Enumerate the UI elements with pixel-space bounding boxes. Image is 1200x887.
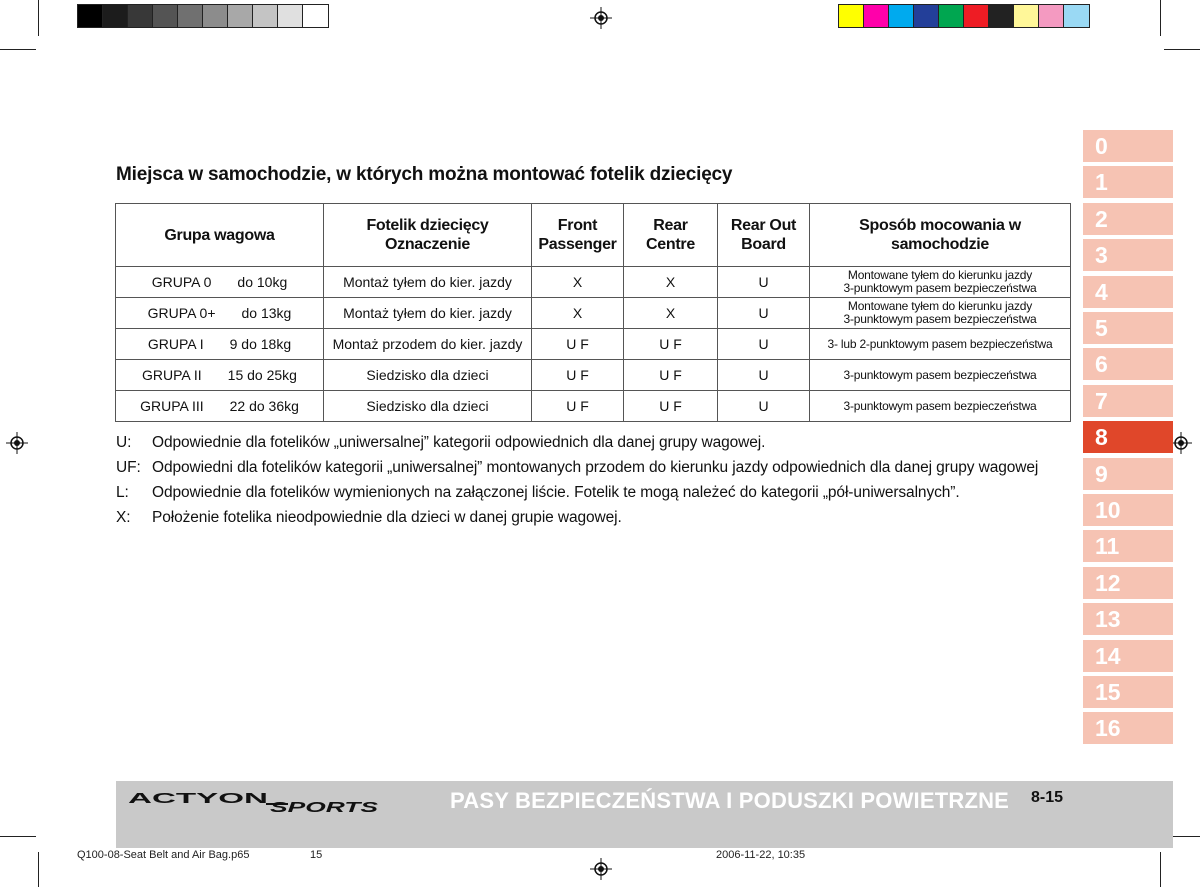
file-date: 2006-11-22, 10:35 [716, 849, 806, 861]
crop-mark [0, 836, 36, 837]
table-row [116, 267, 1071, 298]
cell-front: X [532, 267, 624, 298]
color-swatch [203, 5, 228, 27]
color-swatch [864, 5, 889, 27]
color-swatch [228, 5, 253, 27]
chapter-tab-1[interactable]: 1 [1083, 166, 1173, 198]
color-swatch [278, 5, 303, 27]
footer-notch [56, 808, 76, 864]
color-swatch [989, 5, 1014, 27]
cell-rear-centre: U F [624, 329, 718, 360]
legend-text: Odpowiedni dla fotelików kategorii „uniwersalnej” montowanych przodem do kierunku jazdy odpowiednich dla danej grupy wagowej [152, 459, 1039, 476]
chapter-tab-6[interactable]: 6 [1083, 348, 1173, 380]
header-front: Front Passenger [532, 204, 624, 267]
cell-rear-out: U [718, 360, 810, 391]
method-line: 3-punktowym pasem bezpieczeństwa [843, 312, 1037, 326]
crop-mark [38, 852, 39, 887]
cell-seat: Siedzisko dla dzieci [324, 360, 532, 391]
crop-mark [38, 0, 39, 36]
header-rear-centre: Rear Centre [624, 204, 718, 267]
method-line: 3-punktowym pasem bezpieczeństwa [843, 398, 1037, 413]
cell-front: U F [532, 391, 624, 422]
cell-front: U F [532, 360, 624, 391]
cell-seat: Montaż tyłem do kier. jazdy [324, 267, 532, 298]
header-rear-out: Rear Out Board [718, 204, 810, 267]
table-row [116, 391, 1071, 422]
chapter-tab-13[interactable]: 13 [1083, 603, 1173, 635]
cell-group [116, 391, 324, 422]
cell-rear-out: U [718, 329, 810, 360]
cell-method [810, 329, 1071, 360]
color-swatch [839, 5, 864, 27]
chapter-tab-10[interactable]: 10 [1083, 494, 1173, 526]
legend-item [116, 505, 1038, 530]
color-swatch [178, 5, 203, 27]
color-swatch [253, 5, 278, 27]
cell-rear-centre: U F [624, 360, 718, 391]
group-name: GRUPA III [140, 398, 204, 414]
color-swatch [889, 5, 914, 27]
registration-mark-icon [1170, 432, 1192, 454]
cell-method [810, 267, 1071, 298]
legend [116, 430, 1038, 530]
chapter-tab-9[interactable]: 9 [1083, 458, 1173, 490]
legend-key: UF: [116, 459, 141, 476]
chapter-tab-5[interactable]: 5 [1083, 312, 1173, 344]
cell-front: X [532, 298, 624, 329]
cell-method [810, 360, 1071, 391]
cell-rear-centre: X [624, 298, 718, 329]
table-header-row [116, 204, 1071, 267]
header-seat: Fotelik dziecięcy Oznaczenie [324, 204, 532, 267]
cell-group [116, 329, 324, 360]
cell-rear-centre: U F [624, 391, 718, 422]
legend-item [116, 455, 1038, 480]
chapter-tab-8[interactable]: 8 [1083, 421, 1173, 453]
actyon-sports-logo [128, 790, 383, 816]
cell-rear-centre: X [624, 267, 718, 298]
crop-mark [1160, 852, 1161, 887]
method-line: 3- lub 2-punktowym pasem bezpieczeństwa [827, 336, 1053, 351]
cell-seat: Montaż tyłem do kier. jazdy [324, 298, 532, 329]
registration-mark-icon [590, 7, 612, 29]
method-line: Montowane tyłem do kierunku jazdy [847, 299, 1033, 313]
group-weight: 22 do 36kg [229, 398, 299, 414]
group-weight: do 10kg [237, 274, 288, 290]
table-row [116, 329, 1071, 360]
cell-group [116, 298, 324, 329]
chapter-tab-0[interactable]: 0 [1083, 130, 1173, 162]
legend-item [116, 430, 1038, 455]
cell-method [810, 391, 1071, 422]
chapter-tab-15[interactable]: 15 [1083, 676, 1173, 708]
chapter-tab-11[interactable]: 11 [1083, 530, 1173, 562]
chapter-tab-16[interactable]: 16 [1083, 712, 1173, 744]
page-number: 8-15 [1031, 789, 1064, 806]
legend-key: L: [116, 484, 129, 501]
color-swatch [153, 5, 178, 27]
legend-text: Odpowiednie dla fotelików wymienionych na załączonej liście. Fotelik te mogą należeć do kategorii „pół-uniwersalnych”. [152, 484, 960, 501]
section-title: PASY BEZPIECZEŃSTWA I PODUSZKI POWIETRZNE [450, 788, 1010, 813]
legend-key: U: [116, 434, 132, 451]
color-swatch [1014, 5, 1039, 27]
chapter-tab-3[interactable]: 3 [1083, 239, 1173, 271]
crop-mark [0, 49, 36, 50]
cell-rear-out: U [718, 298, 810, 329]
color-swatch [78, 5, 103, 27]
color-swatch [303, 5, 328, 27]
cell-seat: Siedzisko dla dzieci [324, 391, 532, 422]
cell-group [116, 360, 324, 391]
group-name: GRUPA 0+ [147, 305, 216, 321]
file-page: 15 [310, 849, 323, 861]
chapter-tab-4[interactable]: 4 [1083, 276, 1173, 308]
header-group: Grupa wagowa [116, 204, 324, 267]
grayscale-color-bar [77, 4, 329, 28]
crop-mark [1160, 0, 1161, 36]
group-weight: 15 do 25kg [227, 367, 297, 383]
color-swatch [128, 5, 153, 27]
page-title: Miejsca w samochodzie, w których można montować fotelik dziecięcy [116, 164, 733, 185]
table-row [116, 360, 1071, 391]
registration-mark-icon [590, 858, 612, 880]
process-color-bar [838, 4, 1090, 28]
method-line: 3-punktowym pasem bezpieczeństwa [843, 281, 1037, 295]
color-swatch [939, 5, 964, 27]
color-swatch [964, 5, 989, 27]
legend-key: X: [116, 509, 131, 526]
legend-item [116, 480, 1038, 505]
table-row [116, 298, 1071, 329]
chapter-tab-14[interactable]: 14 [1083, 640, 1173, 672]
color-swatch [103, 5, 128, 27]
crop-mark [1164, 49, 1200, 50]
color-swatch [1064, 5, 1089, 27]
group-weight: do 13kg [241, 305, 292, 321]
cell-method [810, 298, 1071, 329]
group-weight: 9 do 18kg [229, 336, 292, 352]
cell-front: U F [532, 329, 624, 360]
svg-text:ACTYON: ACTYON [128, 790, 268, 807]
chapter-tab-12[interactable]: 12 [1083, 567, 1173, 599]
legend-text: Położenie fotelika nieodpowiednie dla dzieci w danej grupie wagowej. [152, 509, 622, 526]
file-name: Q100-08-Seat Belt and Air Bag.p65 [77, 849, 250, 861]
group-name: GRUPA I [147, 336, 204, 352]
cell-rear-out: U [718, 391, 810, 422]
color-swatch [1039, 5, 1064, 27]
chapter-tab-2[interactable]: 2 [1083, 203, 1173, 235]
cell-seat: Montaż przodem do kier. jazdy [324, 329, 532, 360]
registration-mark-icon [6, 432, 28, 454]
cell-group [116, 267, 324, 298]
legend-text: Odpowiednie dla fotelików „uniwersalnej” kategorii odpowiednich dla danej grupy wagowej. [152, 434, 766, 451]
method-line: Montowane tyłem do kierunku jazdy [847, 268, 1033, 282]
header-method: Sposób mocowania w samochodzie [810, 204, 1071, 267]
method-line: 3-punktowym pasem bezpieczeństwa [843, 367, 1037, 382]
chapter-tab-7[interactable]: 7 [1083, 385, 1173, 417]
group-name: GRUPA II [142, 367, 202, 383]
cell-rear-out: U [718, 267, 810, 298]
child-seat-table [115, 203, 1071, 422]
group-name: GRUPA 0 [151, 274, 212, 290]
color-swatch [914, 5, 939, 27]
svg-text:SPORTS: SPORTS [270, 799, 378, 816]
